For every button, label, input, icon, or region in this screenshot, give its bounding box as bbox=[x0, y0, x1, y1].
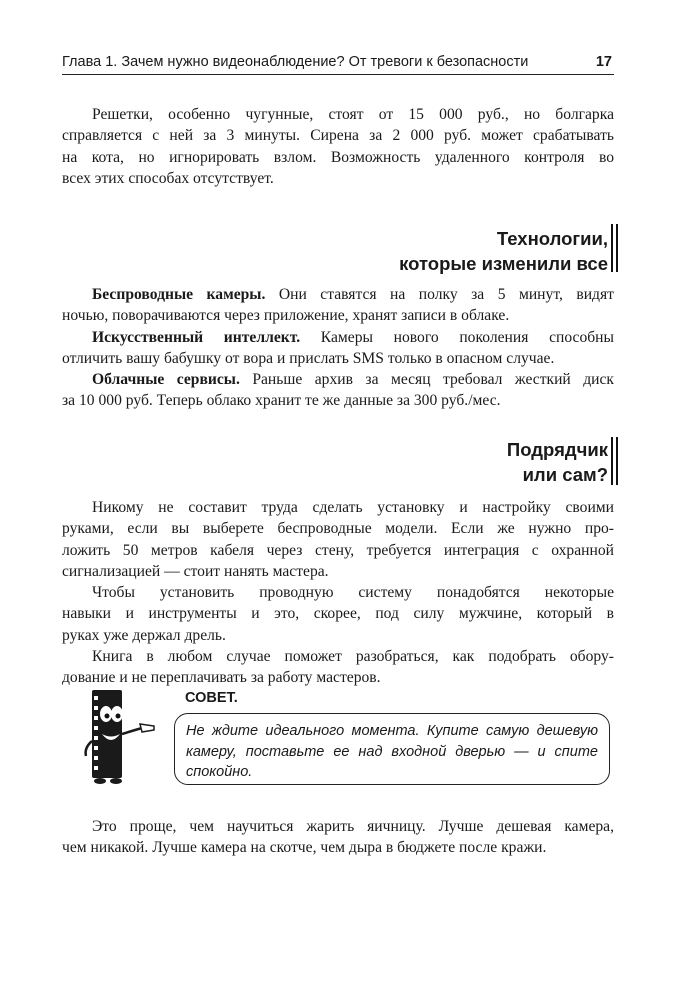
text-line: Искусственный интеллект. Камеры нового поколения способны bbox=[92, 328, 615, 346]
text-line: чем никакой. Лучше камера на скотче, чем дыра в бюджете после кражи. bbox=[62, 839, 547, 857]
text-line: Никому не составит труда сделать установку и настройку своими bbox=[92, 499, 614, 516]
chapter-title: Глава 1. Зачем нужно видеонаблюдение? От тревоги к безопасности bbox=[62, 54, 529, 70]
text-line: Облачные сервисы. Раньше архив за месяц требовал жесткий диск bbox=[92, 371, 615, 389]
intro-paragraph bbox=[62, 104, 614, 189]
text-line: Беспроводные камеры. Они ставятся на полку за 5 минут, видят bbox=[92, 286, 614, 303]
heading-bar bbox=[611, 437, 613, 485]
closing-paragraph bbox=[62, 816, 614, 859]
text-line: ночью, поворачиваются через приложение, хранят записи в облаке. bbox=[62, 307, 510, 325]
section-heading-contractor bbox=[507, 437, 608, 487]
text-line: сигнализацией — стоит нанять мастера. bbox=[62, 562, 329, 580]
tip-label: СОВЕТ. bbox=[185, 690, 238, 706]
section-heading-technologies bbox=[399, 226, 608, 276]
term-ai: Искусственный интеллект. bbox=[92, 328, 301, 346]
text-line: руках уже держал дрель. bbox=[62, 626, 226, 644]
text-line: ложить 50 метров кабеля через стену, требуется интеграция с охранной bbox=[62, 541, 614, 559]
text-line: на кота, но игнорировать взлом. Возможность удаленного контроля во bbox=[62, 148, 614, 166]
text-line: всех этих способах отсутствует. bbox=[62, 169, 274, 187]
technologies-paragraphs bbox=[62, 284, 614, 412]
heading-line: которые изменили все bbox=[399, 253, 608, 274]
text-line: Чтобы установить проводную систему понадобятся некоторые bbox=[92, 584, 614, 602]
text-line: спокойно. bbox=[186, 764, 253, 780]
text-line: за 10 000 руб. Теперь облако хранит те же данные за 300 руб./мес. bbox=[62, 392, 501, 410]
running-header bbox=[62, 52, 614, 75]
heading-bar bbox=[611, 224, 613, 272]
mascot-icon bbox=[80, 686, 160, 786]
text-line: Решетки, особенно чугунные, стоят от 15 000 руб., но болгарка bbox=[92, 106, 614, 123]
heading-line: Технологии, bbox=[496, 228, 608, 249]
text-line: дование и не переплачивать за работу мастеров. bbox=[62, 669, 381, 687]
text-line: навыки и инструменты и это, скорее, под силу мужчине, который в bbox=[62, 605, 614, 623]
term-wireless-cameras: Беспроводные камеры. bbox=[92, 286, 266, 303]
text-line: отличить вашу бабушку от вора и прислать SMS только в опасном случае. bbox=[62, 349, 555, 367]
text-line: камеру, поставьте ее над входной дверью — и спите bbox=[186, 743, 598, 760]
tip-text bbox=[186, 721, 598, 783]
term-cloud: Облачные сервисы. bbox=[92, 371, 240, 389]
heading-bar bbox=[616, 224, 618, 272]
heading-bar bbox=[616, 437, 618, 485]
page-number: 17 bbox=[595, 54, 612, 70]
text-line: Книга в любом случае поможет разобраться, как подобрать обору- bbox=[92, 648, 614, 666]
text-line: руками, если вы выберете беспроводные модели. Если же нужно про- bbox=[62, 520, 614, 538]
text-line: Не ждите идеального момента. Купите самую дешевую bbox=[186, 723, 598, 739]
text-line: Это проще, чем научиться жарить яичницу. Лучше дешевая камера, bbox=[92, 818, 614, 835]
heading-line: Подрядчик bbox=[506, 439, 608, 460]
heading-line: или сам? bbox=[522, 464, 608, 485]
contractor-paragraphs bbox=[62, 497, 614, 689]
text-line: справляется с ней за 3 минуты. Сирена за 2 000 руб. может срабатывать bbox=[62, 127, 614, 145]
